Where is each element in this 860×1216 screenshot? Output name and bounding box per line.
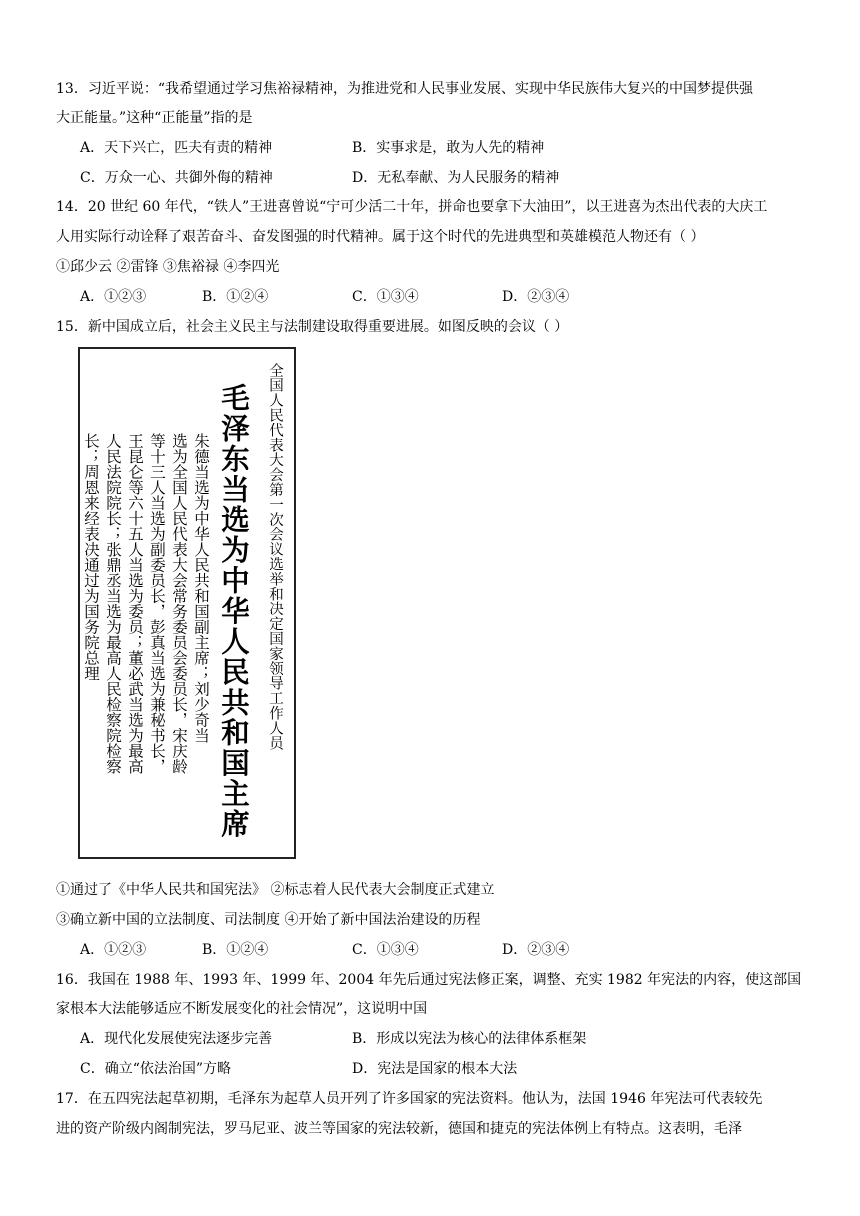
q15-option-c: C．①③④ (352, 942, 419, 958)
q16-option-a: A．现代化发展使宪法逐步完善 (80, 1031, 273, 1047)
newspaper-headline: 毛泽东当选为中华人民共和国主席 (217, 383, 250, 840)
q14-stem-line1: 14．20 世纪 60 年代，“铁人”王进喜曾说“宁可少活二十年，拼命也要拿下大油田”，以王进喜为杰出代表的大庆工 (56, 199, 768, 215)
q16-option-c: C．确立“依法治国”方略 (80, 1061, 232, 1077)
q14-stem-line2: 人用实际行动诠释了艰苦奋斗、奋发图强的时代精神。属于这个时代的先进典型和英雄模范人物还有（ ） (56, 229, 705, 245)
q17-stem-line2: 进的资产阶级内阁制宪法，罗马尼亚、波兰等国家的宪法较新，德国和捷克的宪法体例上有特点。这表明，毛泽 (56, 1121, 742, 1137)
q13-option-d: D．无私奉献、为人民服务的精神 (352, 170, 560, 186)
q13-option-a: A．天下兴亡，匹夫有责的精神 (80, 140, 273, 156)
q14-option-a: A．①②③ (80, 289, 147, 305)
q16-option-d: D．宪法是国家的根本大法 (352, 1061, 518, 1077)
q16-option-b: B．形成以宪法为核心的法律体系框架 (352, 1031, 587, 1047)
q14-option-d: D．②③④ (502, 289, 570, 305)
q16-stem-line2: 家根本大法能够适应不断发展变化的社会情况”，这说明中国 (56, 1001, 428, 1017)
q13-stem-line1: 13．习近平说：“我希望通过学习焦裕禄精神，为推进党和人民事业发展、实现中华民族伟大复兴的中国梦提供强 (56, 81, 753, 97)
q15-option-a: A．①②③ (80, 942, 147, 958)
newspaper-body-col1: 朱德当选为中华人民共和国副主席；刘少奇当 (192, 433, 210, 743)
q13-stem-line2: 大正能量。”这种“正能量”指的是 (56, 110, 253, 126)
q14-items: ①邱少云 ②雷锋 ③焦裕禄 ④李四光 (56, 259, 280, 275)
q15-option-b: B．①②④ (202, 942, 269, 958)
q15-option-d: D．②③④ (502, 942, 570, 958)
newspaper-clipping (78, 347, 296, 859)
q14-option-b: B．①②④ (202, 289, 269, 305)
newspaper-subtitle: 全国人民代表大会第一次会议选举和决定国家领导工作人员 (267, 363, 283, 751)
newspaper-body-col3: 等十三人当选为副委员长，彭真当选为兼秘书长， (148, 433, 166, 774)
newspaper-body-col2: 选为全国人民代表大会常务委员会委员长，宋庆龄 (170, 433, 188, 774)
q15-stem: 15．新中国成立后，社会主义民主与法制建设取得重要进展。如图反映的会议（ ） (56, 319, 569, 335)
q14-option-c: C．①③④ (352, 289, 419, 305)
q13-option-c: C．万众一心、共御外侮的精神 (80, 170, 273, 186)
q13-option-b: B．实事求是，敢为人先的精神 (352, 140, 545, 156)
q17-stem-line1: 17．在五四宪法起草初期，毛泽东为起草人员开列了许多国家的宪法资料。他认为，法国 1946 年宪法可代表较先 (56, 1091, 763, 1107)
newspaper-body-col6: 长；周恩来经表决通过为国务院总理 (82, 433, 100, 681)
q16-stem-line1: 16．我国在 1988 年、1993 年、1999 年、2004 年先后通过宪法修正案，调整、充实 1982 年宪法的内容，使这部国 (56, 972, 802, 988)
newspaper-body-col5: 人民法院院长；张鼎丞当选为最高人民检察院检察 (104, 433, 122, 774)
q15-items-line1: ①通过了《中华人民共和国宪法》 ②标志着人民代表大会制度正式建立 (56, 882, 495, 898)
q15-items-line2: ③确立新中国的立法制度、司法制度 ④开始了新中国法治建设的历程 (56, 912, 481, 928)
newspaper-body-col4: 王昆仑等六十五人当选为委员；董必武当选为最高 (126, 433, 144, 774)
